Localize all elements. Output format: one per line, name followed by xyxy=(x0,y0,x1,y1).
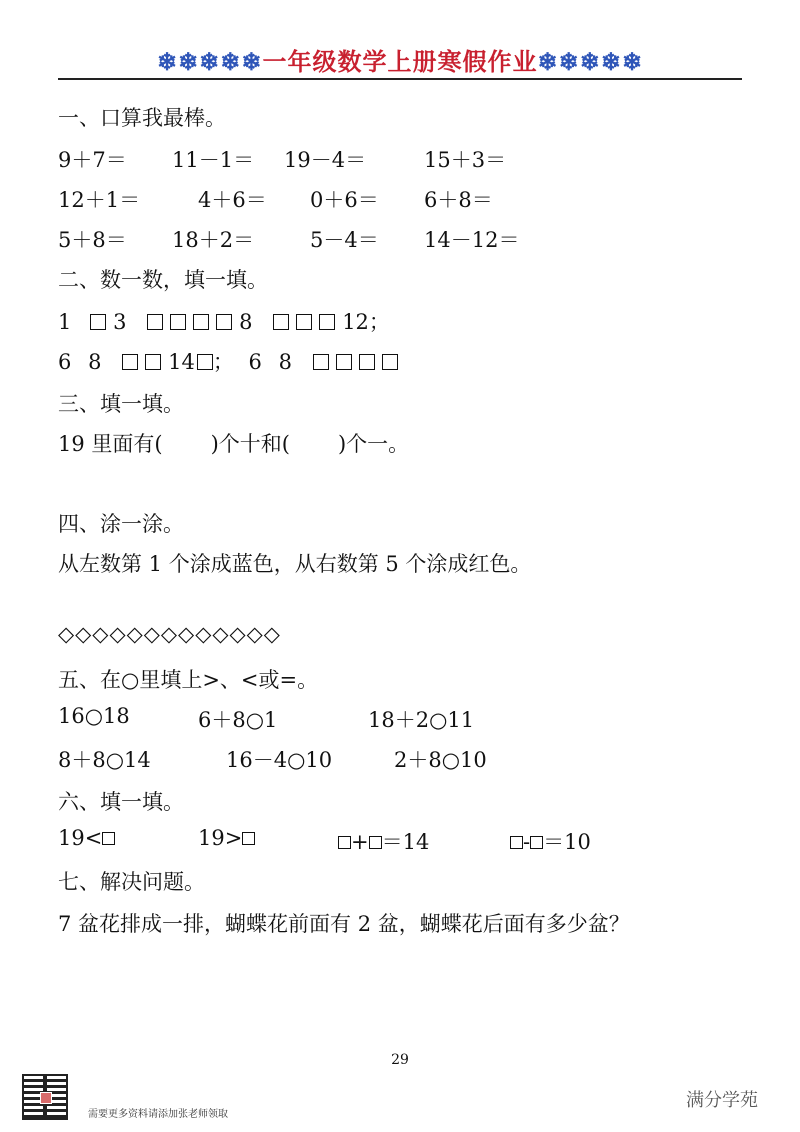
header-divider xyxy=(58,78,742,80)
answer-box[interactable] xyxy=(530,836,543,849)
compare-item[interactable]: 18＋2○11 xyxy=(368,708,475,732)
diamond-row[interactable]: ◇◇◇◇◇◇◇◇◇◇◇◇◇ xyxy=(58,622,281,646)
seq-number: 12； xyxy=(342,310,390,334)
compare-item[interactable]: 6＋8○1 xyxy=(198,708,278,732)
answer-box[interactable] xyxy=(242,832,255,845)
fill-text: 19< xyxy=(58,826,103,850)
s7-problem: 7 盆花排成一排，蝴蝶花前面有 2 盆，蝴蝶花后面有多少盆？ xyxy=(58,912,630,936)
section-1-heading: 一、口算我最棒。 xyxy=(58,106,226,130)
answer-box[interactable] xyxy=(147,314,163,330)
q-text: )个十和( xyxy=(210,432,290,456)
s2-sequence-2 xyxy=(58,346,405,376)
seq-number: 8 xyxy=(239,310,253,334)
page-header xyxy=(58,42,742,77)
problem: 0＋6＝ xyxy=(310,188,379,212)
compare-item[interactable]: 2＋8○10 xyxy=(394,748,487,772)
separator: ； xyxy=(212,350,234,374)
fill-text: 19> xyxy=(198,826,243,850)
q-text: 19 里面有( xyxy=(58,432,163,456)
answer-box[interactable] xyxy=(102,832,115,845)
answer-box[interactable] xyxy=(382,354,398,370)
section-3-heading: 三、填一填。 xyxy=(58,392,184,416)
answer-box[interactable] xyxy=(359,354,375,370)
problem: 11－1＝ xyxy=(172,148,255,172)
seq-number: 8 xyxy=(278,350,292,374)
snowflake-icons-right: ❄❄❄❄❄ xyxy=(537,47,644,76)
problem: 9＋7＝ xyxy=(58,148,127,172)
problem: 12＋1＝ xyxy=(58,188,141,212)
problem: 5＋8＝ xyxy=(58,228,127,252)
page-number: 29 xyxy=(391,1052,409,1068)
qr-code-icon xyxy=(22,1074,68,1120)
answer-box[interactable] xyxy=(296,314,312,330)
seq-number: 6 xyxy=(248,350,262,374)
answer-box[interactable] xyxy=(369,836,382,849)
seq-number: 14 xyxy=(168,350,195,374)
seq-number: 3 xyxy=(113,310,127,334)
fill-item xyxy=(510,826,591,856)
s4-instructions: 从左数第 1 个涂成蓝色，从右数第 5 个涂成红色。 xyxy=(58,552,532,576)
answer-box[interactable] xyxy=(319,314,335,330)
answer-box[interactable] xyxy=(216,314,232,330)
answer-box[interactable] xyxy=(170,314,186,330)
s3-question xyxy=(58,428,409,458)
fill-text: - xyxy=(523,830,531,854)
worksheet-title: 一年级数学上册寒假作业 xyxy=(262,47,538,76)
answer-box[interactable] xyxy=(510,836,523,849)
answer-box[interactable] xyxy=(273,314,289,330)
answer-box[interactable] xyxy=(313,354,329,370)
answer-box[interactable] xyxy=(197,354,213,370)
fill-text: + xyxy=(351,830,369,854)
seq-number: 1 xyxy=(58,310,72,334)
problem: 18＋2＝ xyxy=(172,228,255,252)
section-7-heading: 七、解决问题。 xyxy=(58,870,205,894)
answer-box[interactable] xyxy=(145,354,161,370)
footer-note: 需要更多资料请添加张老师领取 xyxy=(88,1109,228,1120)
q-text: )个一。 xyxy=(337,432,410,456)
answer-box[interactable] xyxy=(338,836,351,849)
problem: 6＋8＝ xyxy=(424,188,493,212)
problem: 5－4＝ xyxy=(310,228,379,252)
snowflake-icons-left: ❄❄❄❄❄ xyxy=(156,47,263,76)
answer-box[interactable] xyxy=(122,354,138,370)
answer-box[interactable] xyxy=(193,314,209,330)
seq-number: 8 xyxy=(88,350,102,374)
section-5-heading: 五、在○里填上>、<或=。 xyxy=(58,668,319,692)
compare-item[interactable]: 8＋8○14 xyxy=(58,748,151,772)
compare-item[interactable]: 16－4○10 xyxy=(226,748,333,772)
compare-item[interactable]: 16○18 xyxy=(58,704,130,728)
watermark-logo: 满分学苑 xyxy=(686,1090,758,1111)
s2-sequence-1 xyxy=(58,306,390,336)
fill-text: ＝14 xyxy=(381,830,430,854)
section-4-heading: 四、涂一涂。 xyxy=(58,512,184,536)
seq-number: 6 xyxy=(58,350,72,374)
fill-text: ＝10 xyxy=(543,830,591,854)
answer-box[interactable] xyxy=(90,314,106,330)
problem: 19－4＝ xyxy=(284,148,367,172)
fill-item xyxy=(198,826,255,850)
problem: 15＋3＝ xyxy=(424,148,507,172)
section-6-heading: 六、填一填。 xyxy=(58,790,184,814)
fill-item xyxy=(338,826,429,856)
problem: 14－12＝ xyxy=(424,228,520,252)
answer-box[interactable] xyxy=(336,354,352,370)
section-2-heading: 二、数一数，填一填。 xyxy=(58,268,268,292)
fill-item xyxy=(58,826,115,850)
problem: 4＋6＝ xyxy=(198,188,267,212)
